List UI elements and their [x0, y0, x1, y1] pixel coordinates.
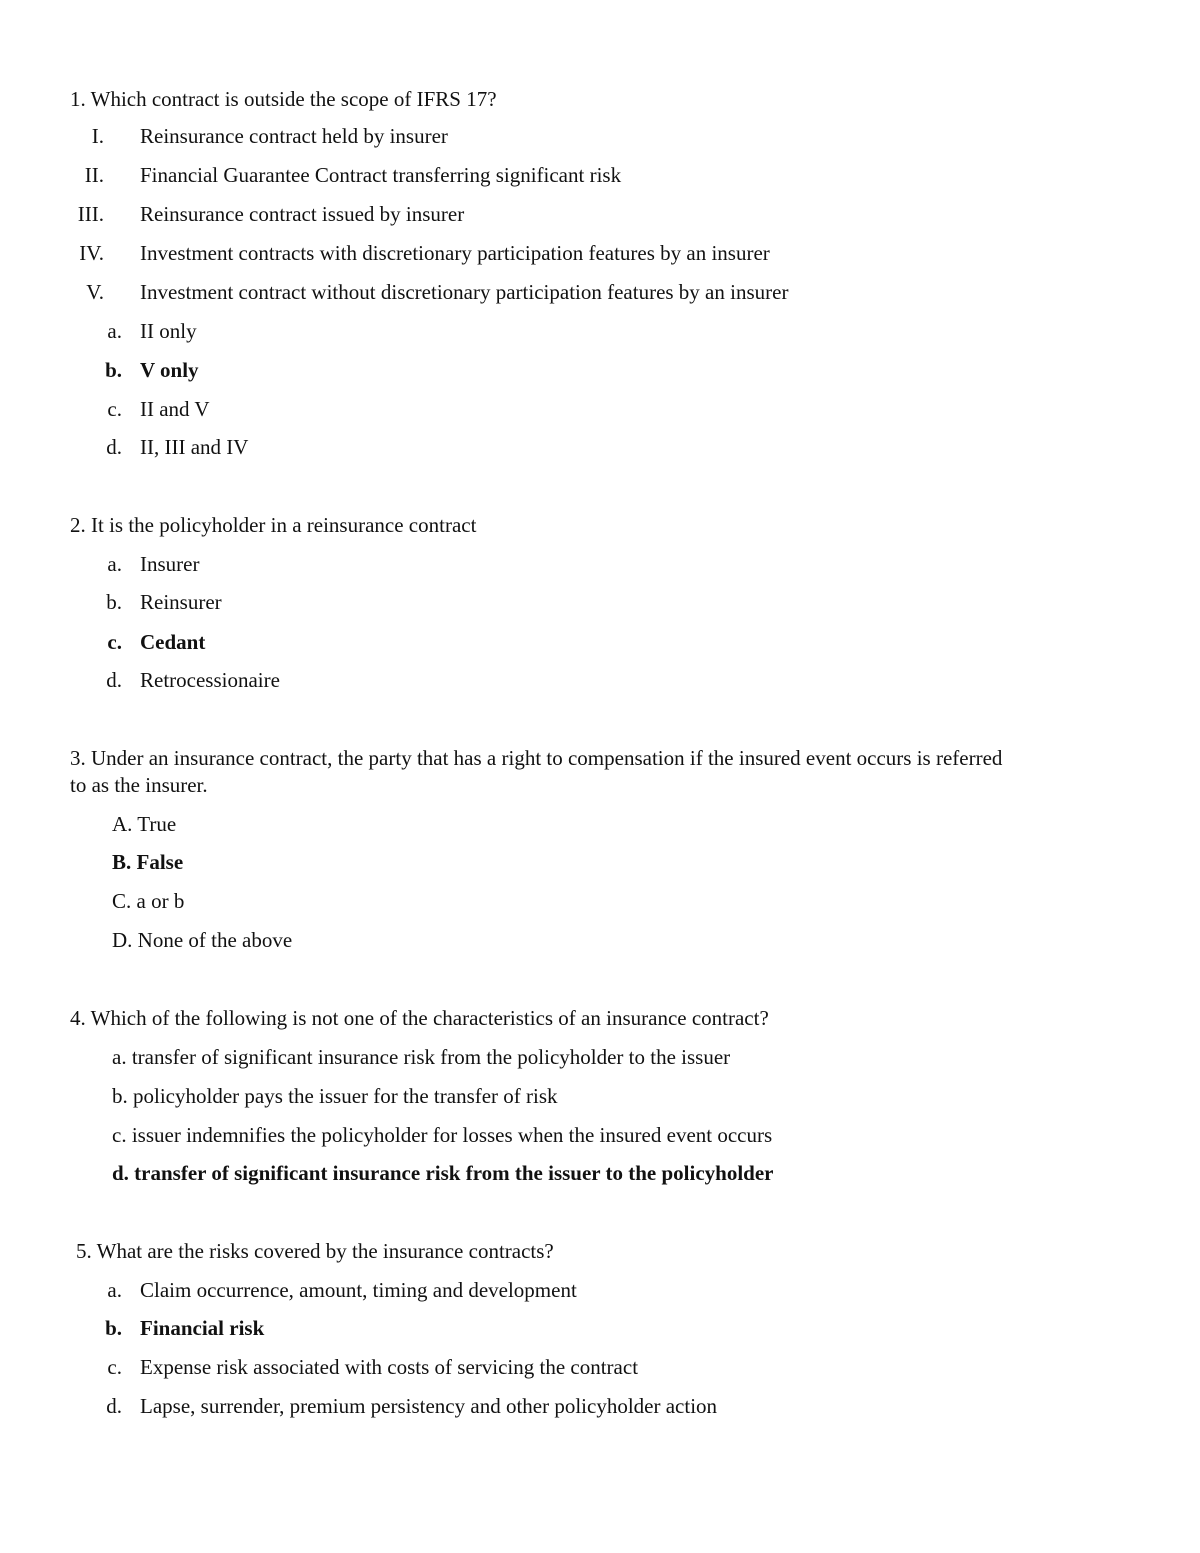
- statement-numeral: II.: [84, 163, 104, 187]
- option-letter: d.: [106, 668, 122, 692]
- option-text: II and V: [140, 397, 210, 421]
- option-letter: b.: [106, 590, 122, 614]
- option-text: Claim occurrence, amount, timing and development: [140, 1278, 577, 1302]
- question-3-stem-line-1: 3. Under an insurance contract, the party that has a right to compensation if the insured event occurs is referred: [70, 746, 1003, 770]
- question-1-stem: 1. Which contract is outside the scope of IFRS 17?: [70, 87, 497, 111]
- question-4-option-b: b. policyholder pays the issuer for the transfer of risk: [112, 1084, 558, 1108]
- option-text: II, III and IV: [140, 435, 249, 459]
- statement-text: Investment contracts with discretionary participation features by an insurer: [140, 241, 770, 265]
- option-letter: c.: [107, 630, 122, 654]
- statement-numeral: I.: [91, 124, 104, 148]
- option-text: Retrocessionaire: [140, 668, 280, 692]
- question-3-option-c: C. a or b: [112, 889, 185, 913]
- question-3-option-a: A. True: [112, 812, 177, 836]
- statement-text: Investment contract without discretionary participation features by an insurer: [140, 280, 789, 304]
- option-text: II only: [140, 319, 197, 343]
- statement-numeral: IV.: [79, 241, 104, 265]
- question-4-option-d-correct: d. transfer of significant insurance risk from the issuer to the policyholder: [112, 1161, 774, 1185]
- option-letter: d.: [106, 1394, 122, 1418]
- option-text: Financial risk: [140, 1316, 265, 1340]
- statement-text: Reinsurance contract issued by insurer: [140, 202, 465, 226]
- option-text: Lapse, surrender, premium persistency and other policyholder action: [140, 1394, 718, 1418]
- option-letter: c.: [107, 1355, 122, 1379]
- option-text: V only: [140, 358, 199, 382]
- option-letter: a.: [107, 1278, 122, 1302]
- option-text: Insurer: [140, 552, 200, 576]
- option-text: Expense risk associated with costs of servicing the contract: [140, 1355, 639, 1379]
- statement-numeral: V.: [86, 280, 104, 304]
- option-letter: c.: [107, 397, 122, 421]
- question-4-stem: 4. Which of the following is not one of the characteristics of an insurance contract?: [70, 1006, 769, 1030]
- question-4-option-a: a. transfer of significant insurance risk from the policyholder to the issuer: [112, 1045, 731, 1069]
- statement-numeral: III.: [77, 202, 104, 226]
- option-letter: a.: [107, 552, 122, 576]
- question-3-option-d: D. None of the above: [112, 928, 293, 952]
- option-letter: d.: [106, 435, 122, 459]
- question-4-option-c: c. issuer indemnifies the policyholder for losses when the insured event occurs: [112, 1123, 773, 1147]
- option-letter: b.: [105, 358, 122, 382]
- option-text: Cedant: [140, 630, 206, 654]
- statement-text: Reinsurance contract held by insurer: [140, 124, 448, 148]
- question-5-stem: 5. What are the risks covered by the insurance contracts?: [76, 1239, 554, 1263]
- option-letter: a.: [107, 319, 122, 343]
- question-3-option-b-correct: B. False: [112, 850, 184, 874]
- statement-text: Financial Guarantee Contract transferring significant risk: [140, 163, 622, 187]
- option-letter: b.: [105, 1316, 122, 1340]
- question-2-stem: 2. It is the policyholder in a reinsurance contract: [70, 513, 477, 537]
- question-3-stem-line-2: to as the insurer.: [70, 773, 208, 797]
- option-text: Reinsurer: [140, 590, 222, 614]
